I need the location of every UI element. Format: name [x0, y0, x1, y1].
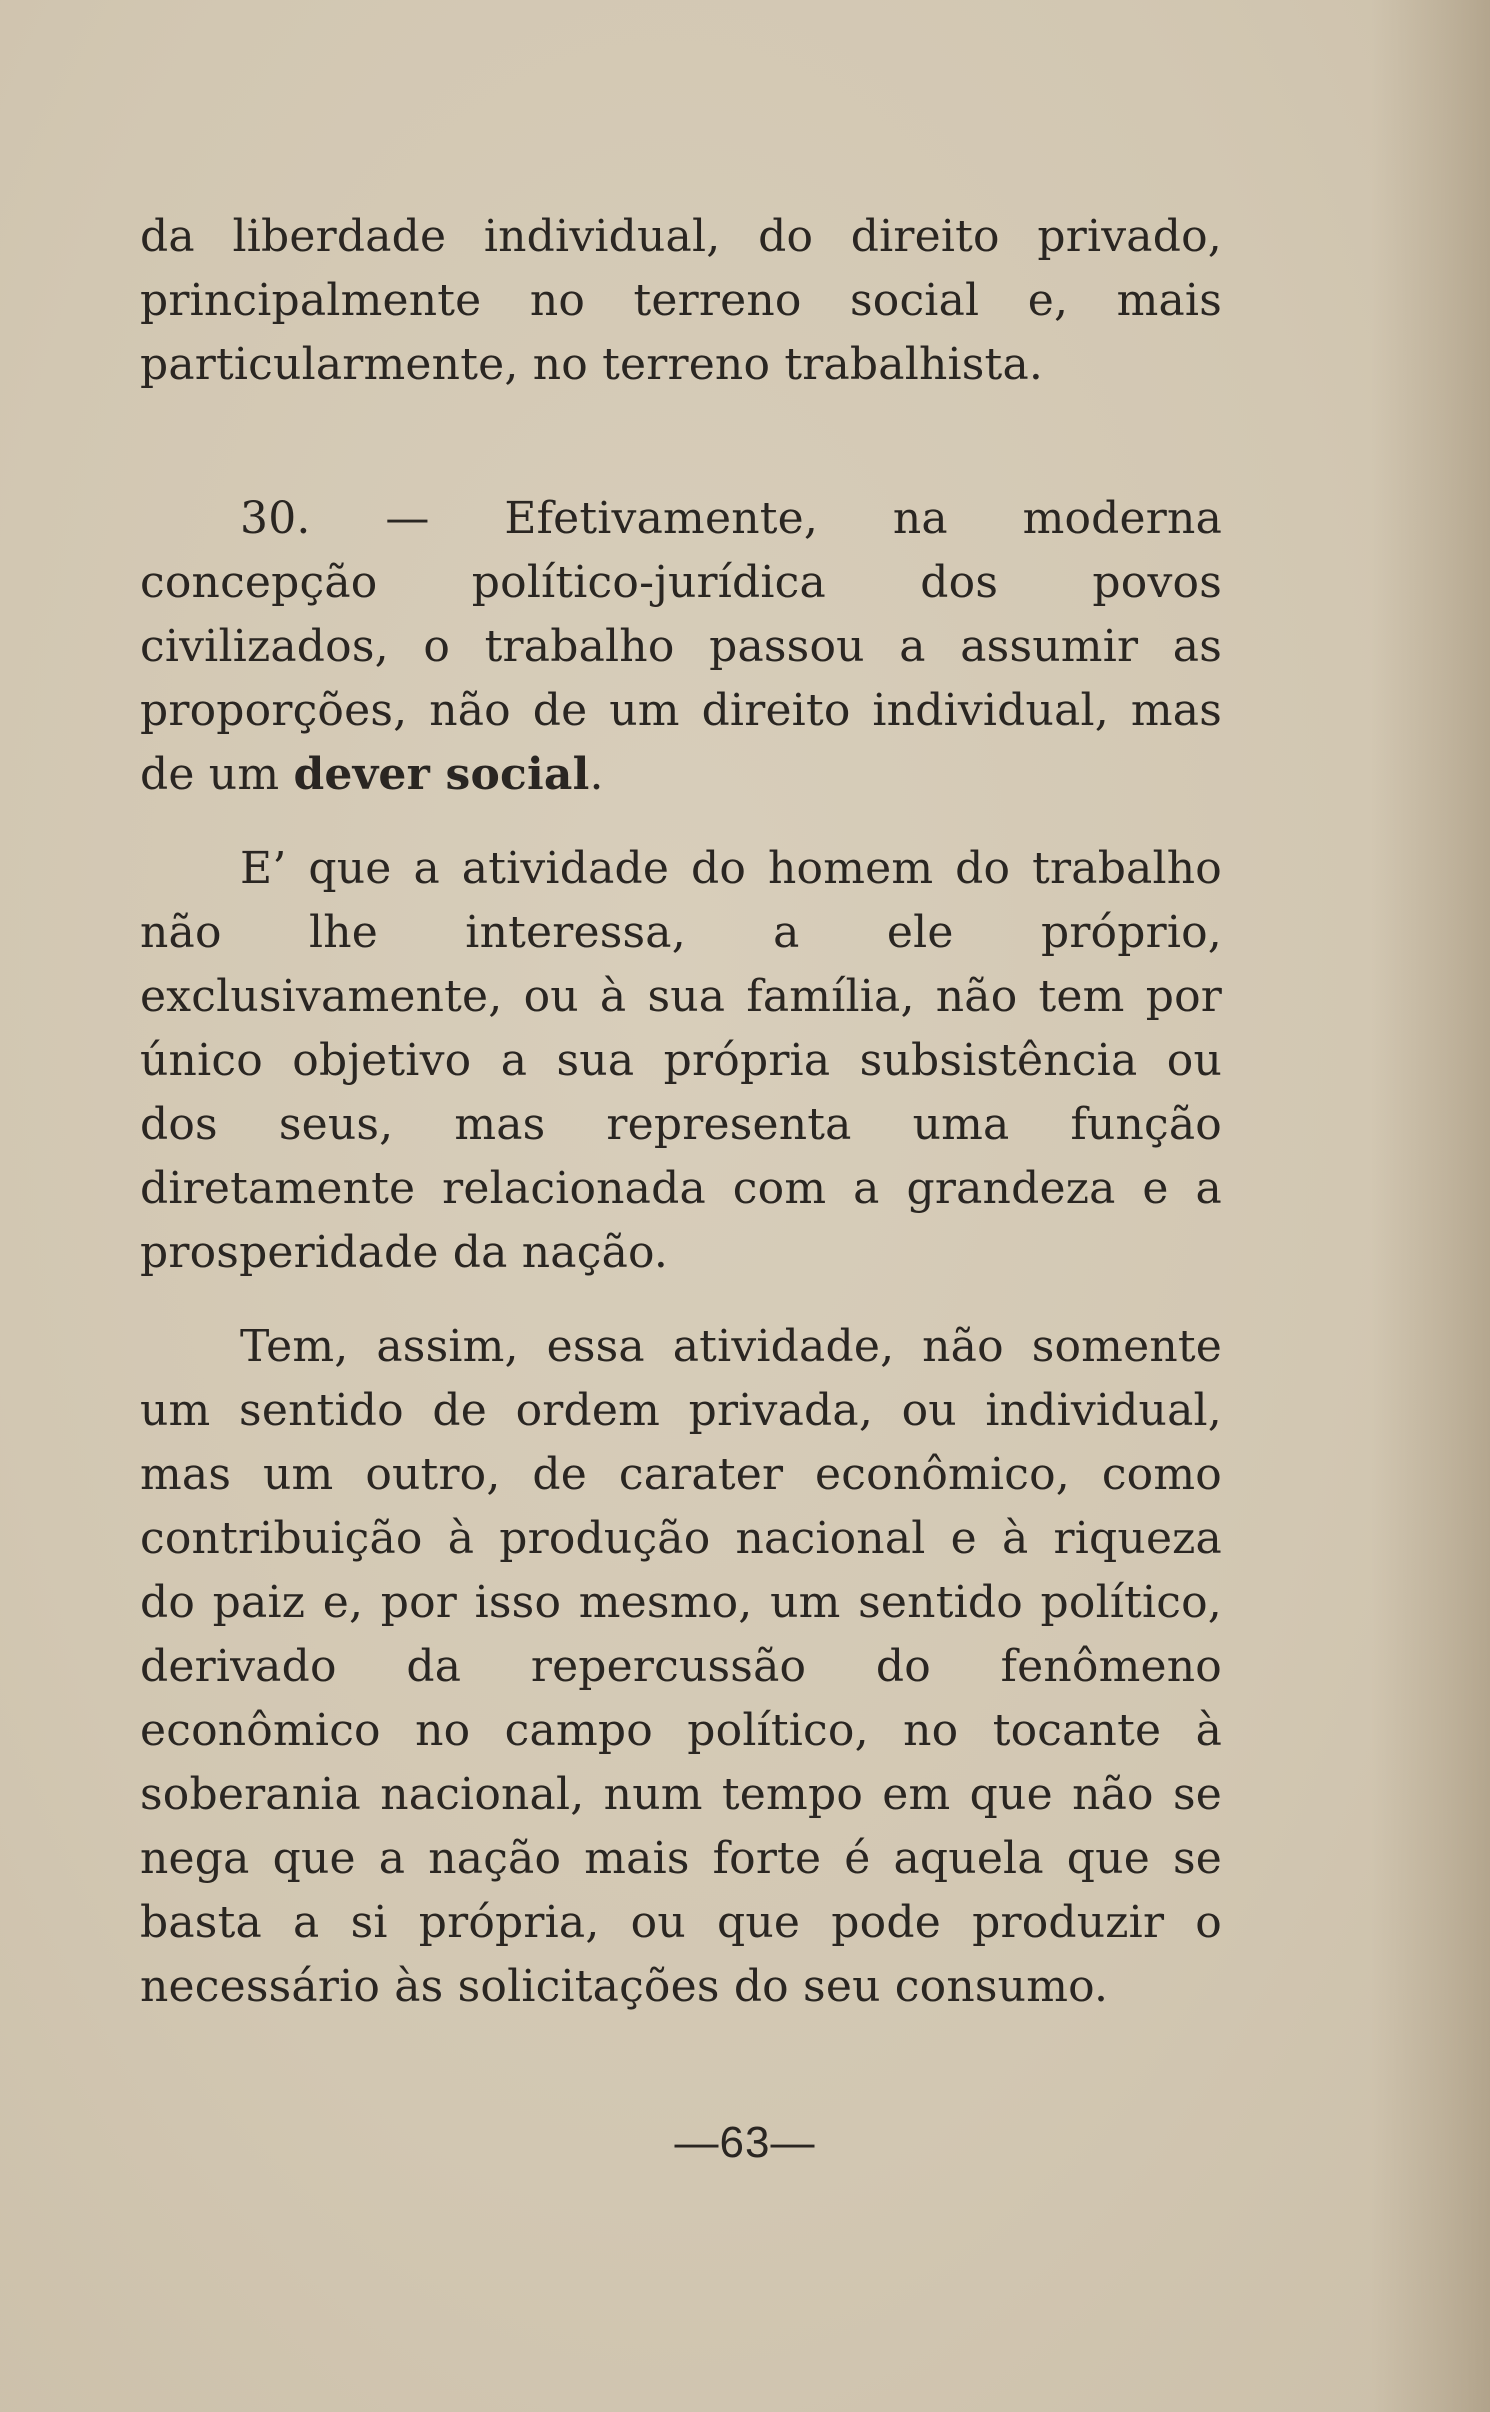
paragraph-atividade: E’ que a atividade do homem do trabalho não lhe interessa, a ele próprio, exclusivamente, ou à sua família, não tem por único objetivo a sua própria subsistência ou dos seus, mas representa uma função diretamente relacionada com a grandeza e a prosperidade da nação. [140, 843, 1222, 1278]
paragraph-section-30-lead: 30. — Efetivamente, na moderna concepção político-jurídica dos povos civilizados, o trabalho passou a assumir as proporções, não de um direito individual, mas de um [140, 493, 1222, 800]
paragraph-sentido-politico: Tem, assim, essa atividade, não somente um sentido de ordem privada, ou individual, mas um outro, de carater econômico, como contribuição à produção nacional e à riqueza do paiz e, por isso mesmo, um sentido político, derivado da repercussão do fenômeno econômico no campo político, no tocante à soberania nacional, num tempo em que não se nega que a nação mais forte é aquela que se basta a si própria, ou que pode produzir o necessário às solicitações do seu consumo. [140, 1321, 1222, 2012]
paragraph-section-30-tail: . [589, 749, 604, 800]
paragraph-section-30 [140, 487, 1222, 807]
emphasis-dever-social: dever social [293, 749, 590, 800]
body-text [140, 205, 1222, 2019]
page-number: —63— [674, 2118, 816, 2167]
paragraph-continuation: da liberdade individual, do direito privado, principalmente no terreno social e, mais particularmente, no terreno trabalhista. [140, 211, 1222, 390]
